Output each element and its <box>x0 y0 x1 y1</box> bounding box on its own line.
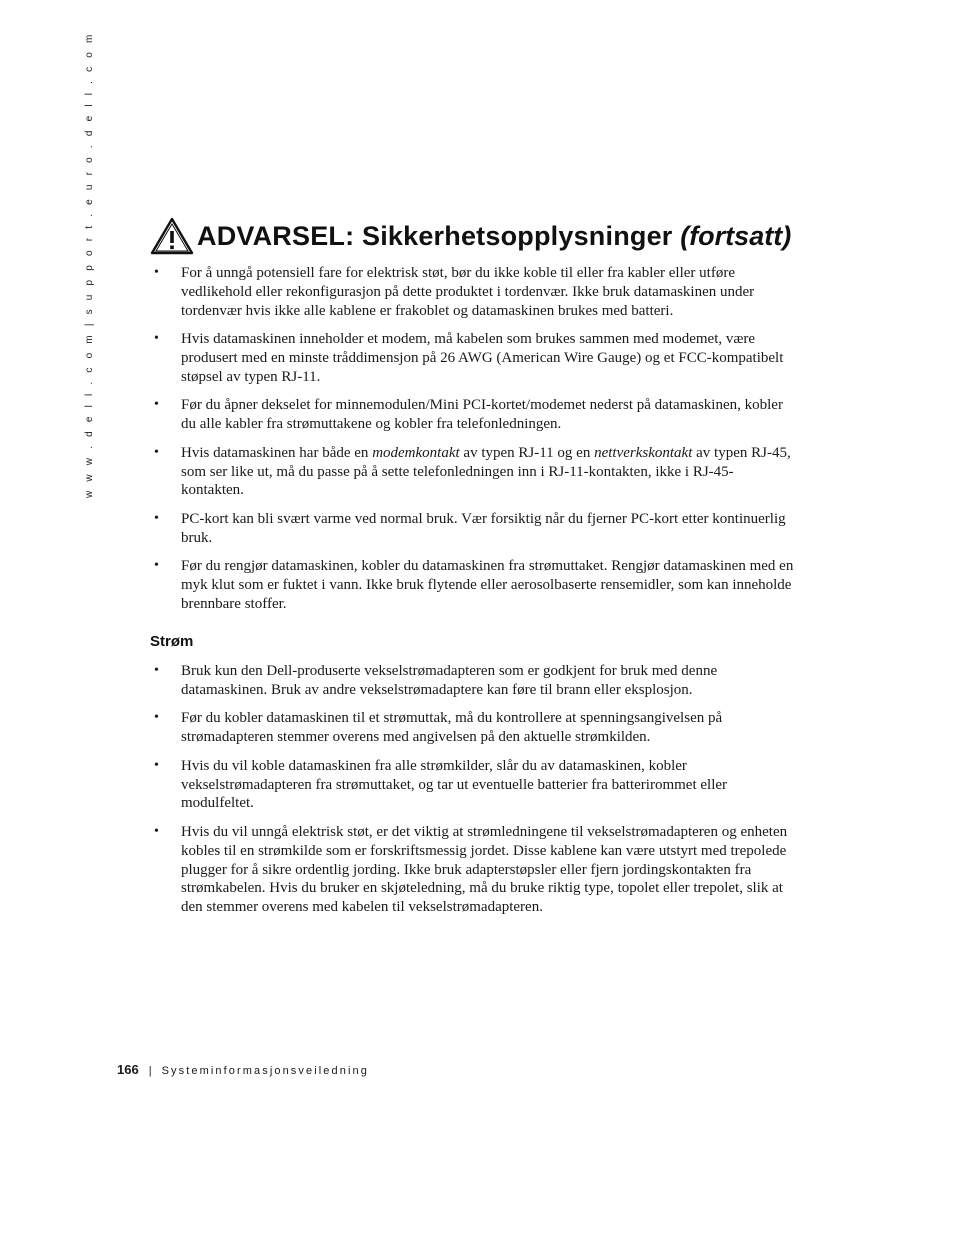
list-item <box>150 510 795 548</box>
bullet-marker: • <box>154 265 159 280</box>
text-run: av typen RJ-45, som ser like ut, må du passe på å sette telefonledningen inn i RJ-11-kontakten, ikke i RJ-45-kontakten. <box>181 444 791 499</box>
footer-separator: | <box>148 1065 152 1077</box>
bullet-marker: • <box>154 397 159 413</box>
side-url-text: w w w . d e l l . c o m | s u p p o r t . e u r o . d e l l . c o m <box>84 31 95 498</box>
heading-text <box>197 221 791 252</box>
bullet-marker: • <box>154 663 159 678</box>
text-run: Hvis datamaskinen inneholder et modem, må kabelen som brukes sammen med modemet, være produsert med en minste tråddimensjon på 26 AWG (American Wire Gauge) og et FCC-kompatibelt støpsel av typen RJ-11. <box>181 331 784 385</box>
emphasized-term: nettverkskontakt <box>594 444 693 461</box>
list-item-text <box>181 445 791 499</box>
list-item <box>150 330 795 386</box>
text-run: Før du kobler datamaskinen til et strømuttak, må du kontrollere at spenningsangivelsen på strømadapteren stemmer overens med angivelsen på den aktuelle strømkilden. <box>181 710 723 746</box>
text-run: Hvis datamaskinen har både en <box>181 444 373 461</box>
bullet-marker: • <box>154 558 159 574</box>
bullet-marker: • <box>154 823 159 839</box>
text-run: Hvis du vil unngå elektrisk støt, er det viktig at strømledningene til vekselstrømadapteren og enheten kobles til en strømkilde som er forskriftsmessig jordet. Disse kablene kan være utstyrt med trepolede plugger for å sikre ordentlig jording. Ikke bruk adapterstøpsler eller fjern jordingskontakten fra strømkabelen. Hvis du bruker en skjøteledning, må du bruke riktig type, topolet eller trepolet, slik at den stemmer overens med kabelen til vekselstrømadapteren. <box>181 823 788 916</box>
list-item <box>150 823 795 917</box>
bullet-marker: • <box>154 331 159 347</box>
section-title-power: Strøm <box>150 633 194 650</box>
list-item <box>150 396 795 434</box>
text-run: Før du åpner dekselet for minnemodulen/Mini PCI-kortet/modemet nederst på datamaskinen, kobler du alle kabler fra strømuttakene og kobler fra telefonledningen. <box>181 397 783 433</box>
list-item-text <box>181 824 787 915</box>
text-run: Før du rengjør datamaskinen, kobler du datamaskinen fra strømuttaket. Rengjør datamaskinen med en myk klut som er fuktet i vann. Ikke bruk flytende eller aerosolbaserte rensemidler, som kan inneholde brennbare stoffer. <box>181 558 794 612</box>
document-title: Systeminformasjonsveiledning <box>161 1065 369 1077</box>
text-run: PC-kort kan bli svært varme ved normal bruk. Vær forsiktig når du fjerner PC-kort etter kontinuerlig bruk. <box>181 510 786 546</box>
power-warning-list <box>150 662 795 927</box>
list-item <box>150 709 795 747</box>
list-item-text <box>181 331 783 385</box>
page-number: 166 <box>117 1062 139 1077</box>
text-run: For å unngå potensiell fare for elektrisk støt, bør du ikke koble til eller fra kabler eller utføre vedlikehold eller rekonfigurasjon på dette produktet i tordenvær. Ikke bruk datamaskinen under tordenvær hvis ikke alle kablene er frakoblet og datamaskinen brukes med batteri. <box>181 265 755 319</box>
text-run: Bruk kun den Dell-produserte vekselstrømadapteren som er godkjent for bruk med denne datamaskinen. Bruk av andre vekselstrømadaptere kan føre til brann eller eksplosjon. <box>181 663 718 698</box>
bullet-marker: • <box>154 710 159 726</box>
list-item-text <box>181 758 727 812</box>
list-item <box>150 264 795 320</box>
list-item <box>150 444 795 500</box>
bullet-marker: • <box>154 444 159 460</box>
list-item <box>150 757 795 813</box>
text-run: Hvis du vil koble datamaskinen fra alle strømkilder, slår du av datamaskinen, kobler vekselstrømadapteren fra strømuttaket, og tar ut eventuelle batterier fra batterirommet eller modulfeltet. <box>181 757 728 812</box>
list-item-text <box>181 265 754 319</box>
warning-list <box>150 264 795 624</box>
warning-triangle-icon <box>150 217 194 255</box>
heading-lead: ADVARSEL: Sikkerhetsopplysninger <box>197 220 681 251</box>
list-item-text <box>181 397 783 432</box>
text-run: av typen RJ-11 og en <box>459 444 595 461</box>
emphasized-term: modemkontakt <box>372 444 460 461</box>
list-item-text <box>181 710 722 745</box>
page-footer <box>117 1062 369 1077</box>
list-item-text <box>181 511 786 546</box>
heading-continued: (fortsatt) <box>680 220 792 251</box>
list-item <box>150 662 795 700</box>
list-item-text <box>181 663 717 698</box>
list-item-text <box>181 558 793 612</box>
list-item <box>150 557 795 613</box>
bullet-marker: • <box>154 757 159 773</box>
page-heading <box>150 216 791 256</box>
bullet-marker: • <box>154 510 159 526</box>
